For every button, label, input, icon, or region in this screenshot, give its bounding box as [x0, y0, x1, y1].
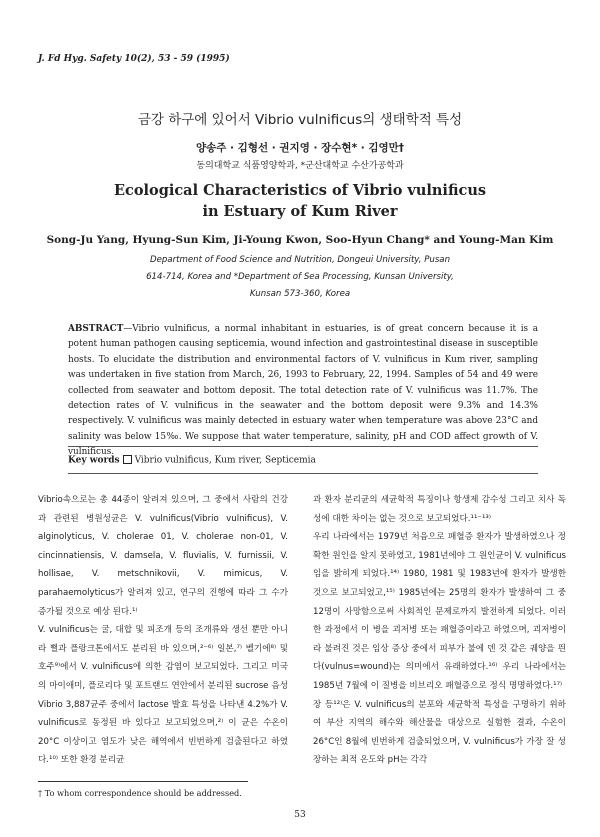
affiliation-line3: Kunsan 573-360, Korea	[249, 289, 351, 299]
page-number: 53	[294, 810, 306, 820]
paragraph: 장 등¹²⁾은 V. vulnificus의 분포와 세균학적 특성을 구명하기 위하여 부산 지역의 해수와 해산물을 대상으로 실험한 결과, 수온이 26°C인 8월에 빈번하게 검출되었으며, V. vulnificus가 가장 잘 성장하는 최적 온도와 pH는 각각	[313, 699, 566, 766]
keywords-bottom-rule	[68, 473, 538, 474]
journal-citation: J. Fd Hyg. Safety 10(2), 53 - 59 (1995)	[38, 54, 230, 64]
english-affiliation	[0, 252, 600, 303]
affiliation-line1: Department of Food Science and Nutrition, Dongeui University, Pusan	[149, 255, 451, 265]
paragraph: 과 환자 분리균의 세균학적 특징이나 항생제 감수성 그리고 치사 독성에 대한 차이는 없는 것으로 보고되었다.¹¹⁻¹³⁾	[313, 495, 566, 524]
korean-title: 금강 하구에 있어서 Vibrio vulnificus의 생태학적 특성	[137, 112, 463, 128]
footnote: † To whom correspondence should be addressed.	[38, 788, 242, 798]
korean-authors: 양송주 · 김형선 · 권지영 · 장수현* · 김영만†	[195, 142, 405, 154]
keywords-label: Key words	[68, 455, 120, 466]
keywords	[68, 455, 316, 466]
english-authors: Song-Ju Yang, Hyung-Sun Kim, Ji-Young Kwon, Soo-Hyun Chang* and Young-Man Kim	[46, 234, 554, 246]
paragraph: 우리 나라에서는 1979년 처음으로 패혈증 환자가 발생하였으나 정확한 원인을 알지 못하였고, 1981년에야 그 원인균이 V. vulnificus임을 밝히게 되었다.¹⁴⁾ 1980, 1981 및 1983년에 환자가 발생한 것으로 보고되었고,¹⁵⁾ 1985년에는 25명의 환자가 발생하여 그 중 12명이 사망함으로써 사회적인 문제로까지 발전하게 되었다. 이러한 과정에서 이 병을 괴저병 또는 패혈증이라고 하였으며, 괴저병이라 불려진 것은 임상 증상 중에서 피부가 불에 덴 것 같은 궤양을 띈다(vulnus=wound)는 의미에서 유래하였다.¹⁶⁾ 우리 나라에서는 1985년 7월에 이 질병을 비브리오 패혈증으로 정식 명명하였다.¹⁷⁾	[313, 532, 566, 691]
english-title-line1: Ecological Characteristics of Vibrio vulnificus	[113, 182, 487, 199]
paragraph: Vibrio속으로는 총 44종이 알려져 있으며, 그 중에서 사람의 건강과 관련된 병원성균은 V. vulnificus(Vibrio vulnificus), V. alginolyticus, V. cholerae 01, V. cholerae non-01, V. cincinnatiensis, V. damsela, V. fluvialis, V. furnissii, V. hollisae, V. metschnikovii, V. mimicus, V. parahaemolyticus가 알려져 있고, 연구의 진행에 따라 그 수가 증가될 것으로 예상 된다.¹⁾	[38, 495, 288, 617]
abstract-text: —Vibrio vulnificus, a normal inhabitant in estuaries, is of great concern because it is a potent human pathogen causing septicemia, wound infection and gastrointestinal disease in susceptible hosts. To elucidate the distribution and environmental factors of V. vulnificus in Kum river, sampling was undertaken in five station from March, 26, 1993 to February, 22, 1994. Samples of 54 and 49 were collected from seawater and bottom deposit. The total detection rate of V. vulnificus was 11.7%. The detection rates of V. vulnificus in the seawater and the bottom deposit were 9.3% and 14.3% respectively. V. vulnificus was mainly detected in estuary water when temperature was above 23°C and salinity was below 15‰. We suppose that water temperature, salinity, pH and COD affect growth of V. vulnificus.	[68, 324, 538, 458]
body-right-column	[313, 491, 566, 770]
body-left-column	[38, 491, 288, 770]
paragraph: V. vulnificus는 굴, 대합 및 피조개 등의 조개류와 생선 뿐만 아니라 뻘과 플랑크톤에서도 분리된 바 있으며,²⁻⁶⁾ 일본,⁷⁾ 벨기에⁸⁾ 및 호주⁹⁾에서 V. vulnificus에 의한 감염이 보고되었다. 그리고 미국의 마이애미, 플로리다 및 포트랜드 연안에서 분리된 sucrose 음성 Vibrio 3,887균주 중에서 lactose 발효 특성을 나타낸 4.2%가 V. vulnificus로 동정된 바 있다고 보고되었으며,²⁾ 이 균은 수온이 20°C 이상이고 염도가 낮은 해역에서 빈번하게 검출된다고 하였다.¹⁰⁾ 또한 환경 분리균	[38, 625, 288, 766]
abstract	[68, 322, 538, 461]
checkbox-icon	[123, 455, 132, 464]
korean-affiliation: 동의대학교 식품영양학과, *군산대학교 수산가공학과	[196, 161, 404, 171]
keywords-text: Vibrio vulnificus, Kum river, Septicemia	[134, 455, 316, 466]
keywords-top-rule	[68, 446, 538, 447]
abstract-label: ABSTRACT	[68, 324, 124, 334]
affiliation-line2: 614-714, Korea and *Department of Sea Processing, Kunsan University,	[146, 272, 454, 282]
english-title	[0, 180, 600, 222]
english-title-line2: in Estuary of Kum River	[202, 203, 398, 220]
footnote-rule	[38, 781, 248, 782]
